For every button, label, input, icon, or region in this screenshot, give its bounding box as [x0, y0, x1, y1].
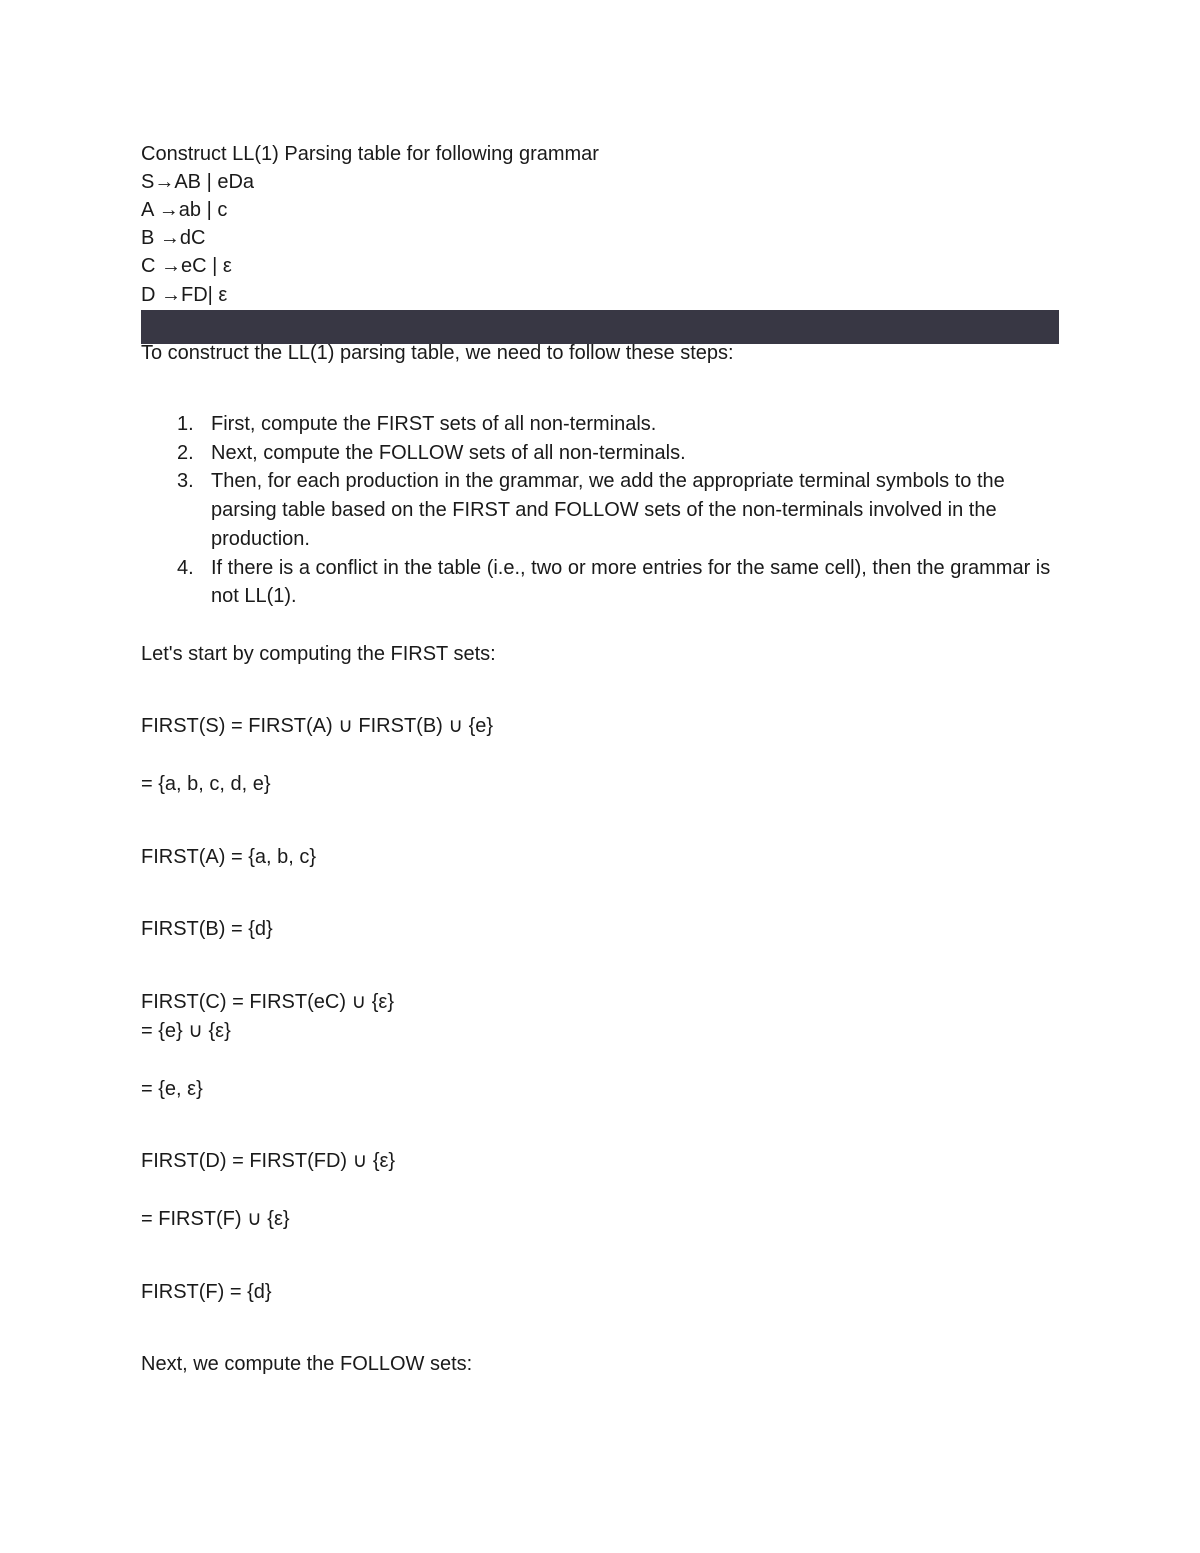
- grammar-rule-b: B →dC: [141, 227, 206, 249]
- step-number: 3.: [177, 470, 194, 493]
- first-s: FIRST(S) = FIRST(A) ∪ FIRST(B) ∪ {e}: [141, 715, 494, 737]
- step-text: Then, for each production in the grammar, we add the appropriate terminal symbols to the parsing table based on the FIRST and FOLLOW sets of the non-terminals involved in the production.: [211, 470, 1005, 550]
- first-sets-intro: Let's start by computing the FIRST sets:: [141, 643, 496, 665]
- first-s-result: = {a, b, c, d, e}: [141, 773, 271, 795]
- first-f: FIRST(F) = {d}: [141, 1281, 272, 1303]
- step-text: First, compute the FIRST sets of all non-terminals.: [211, 413, 657, 435]
- first-c-result: = {e, ε}: [141, 1078, 203, 1100]
- first-d-result: = FIRST(F) ∪ {ε}: [141, 1208, 290, 1230]
- grammar-rule-a: A →ab | c: [141, 199, 228, 221]
- step-text: If there is a conflict in the table (i.e., two or more entries for the same cell), then the grammar is not LL(1).: [211, 556, 1051, 608]
- list-item: [141, 439, 1071, 468]
- step-number: 2.: [177, 441, 194, 464]
- grammar-rule-c: C →eC | ε: [141, 255, 232, 277]
- first-a: FIRST(A) = {a, b, c}: [141, 846, 317, 868]
- steps-list: [141, 410, 1071, 611]
- question-title: Construct LL(1) Parsing table for following grammar: [141, 143, 599, 165]
- grammar-rule-s: S→AB | eDa: [141, 171, 255, 193]
- step-number: 4.: [177, 556, 194, 579]
- answer-intro: To construct the LL(1) parsing table, we need to follow these steps:: [141, 342, 734, 364]
- follow-sets-intro: Next, we compute the FOLLOW sets:: [141, 1353, 473, 1375]
- list-item: [141, 467, 1071, 553]
- grammar-rule-d: D →FD| ε: [141, 284, 228, 306]
- first-d: FIRST(D) = FIRST(FD) ∪ {ε}: [141, 1150, 396, 1172]
- step-text: Next, compute the FOLLOW sets of all non-terminals.: [211, 441, 686, 464]
- first-c-step: = {e} ∪ {ε}: [141, 1020, 231, 1042]
- first-b: FIRST(B) = {d}: [141, 918, 273, 940]
- list-item: [141, 554, 1071, 611]
- list-item: [141, 410, 1071, 439]
- step-number: 1.: [177, 413, 194, 435]
- first-c: FIRST(C) = FIRST(eC) ∪ {ε}: [141, 991, 395, 1013]
